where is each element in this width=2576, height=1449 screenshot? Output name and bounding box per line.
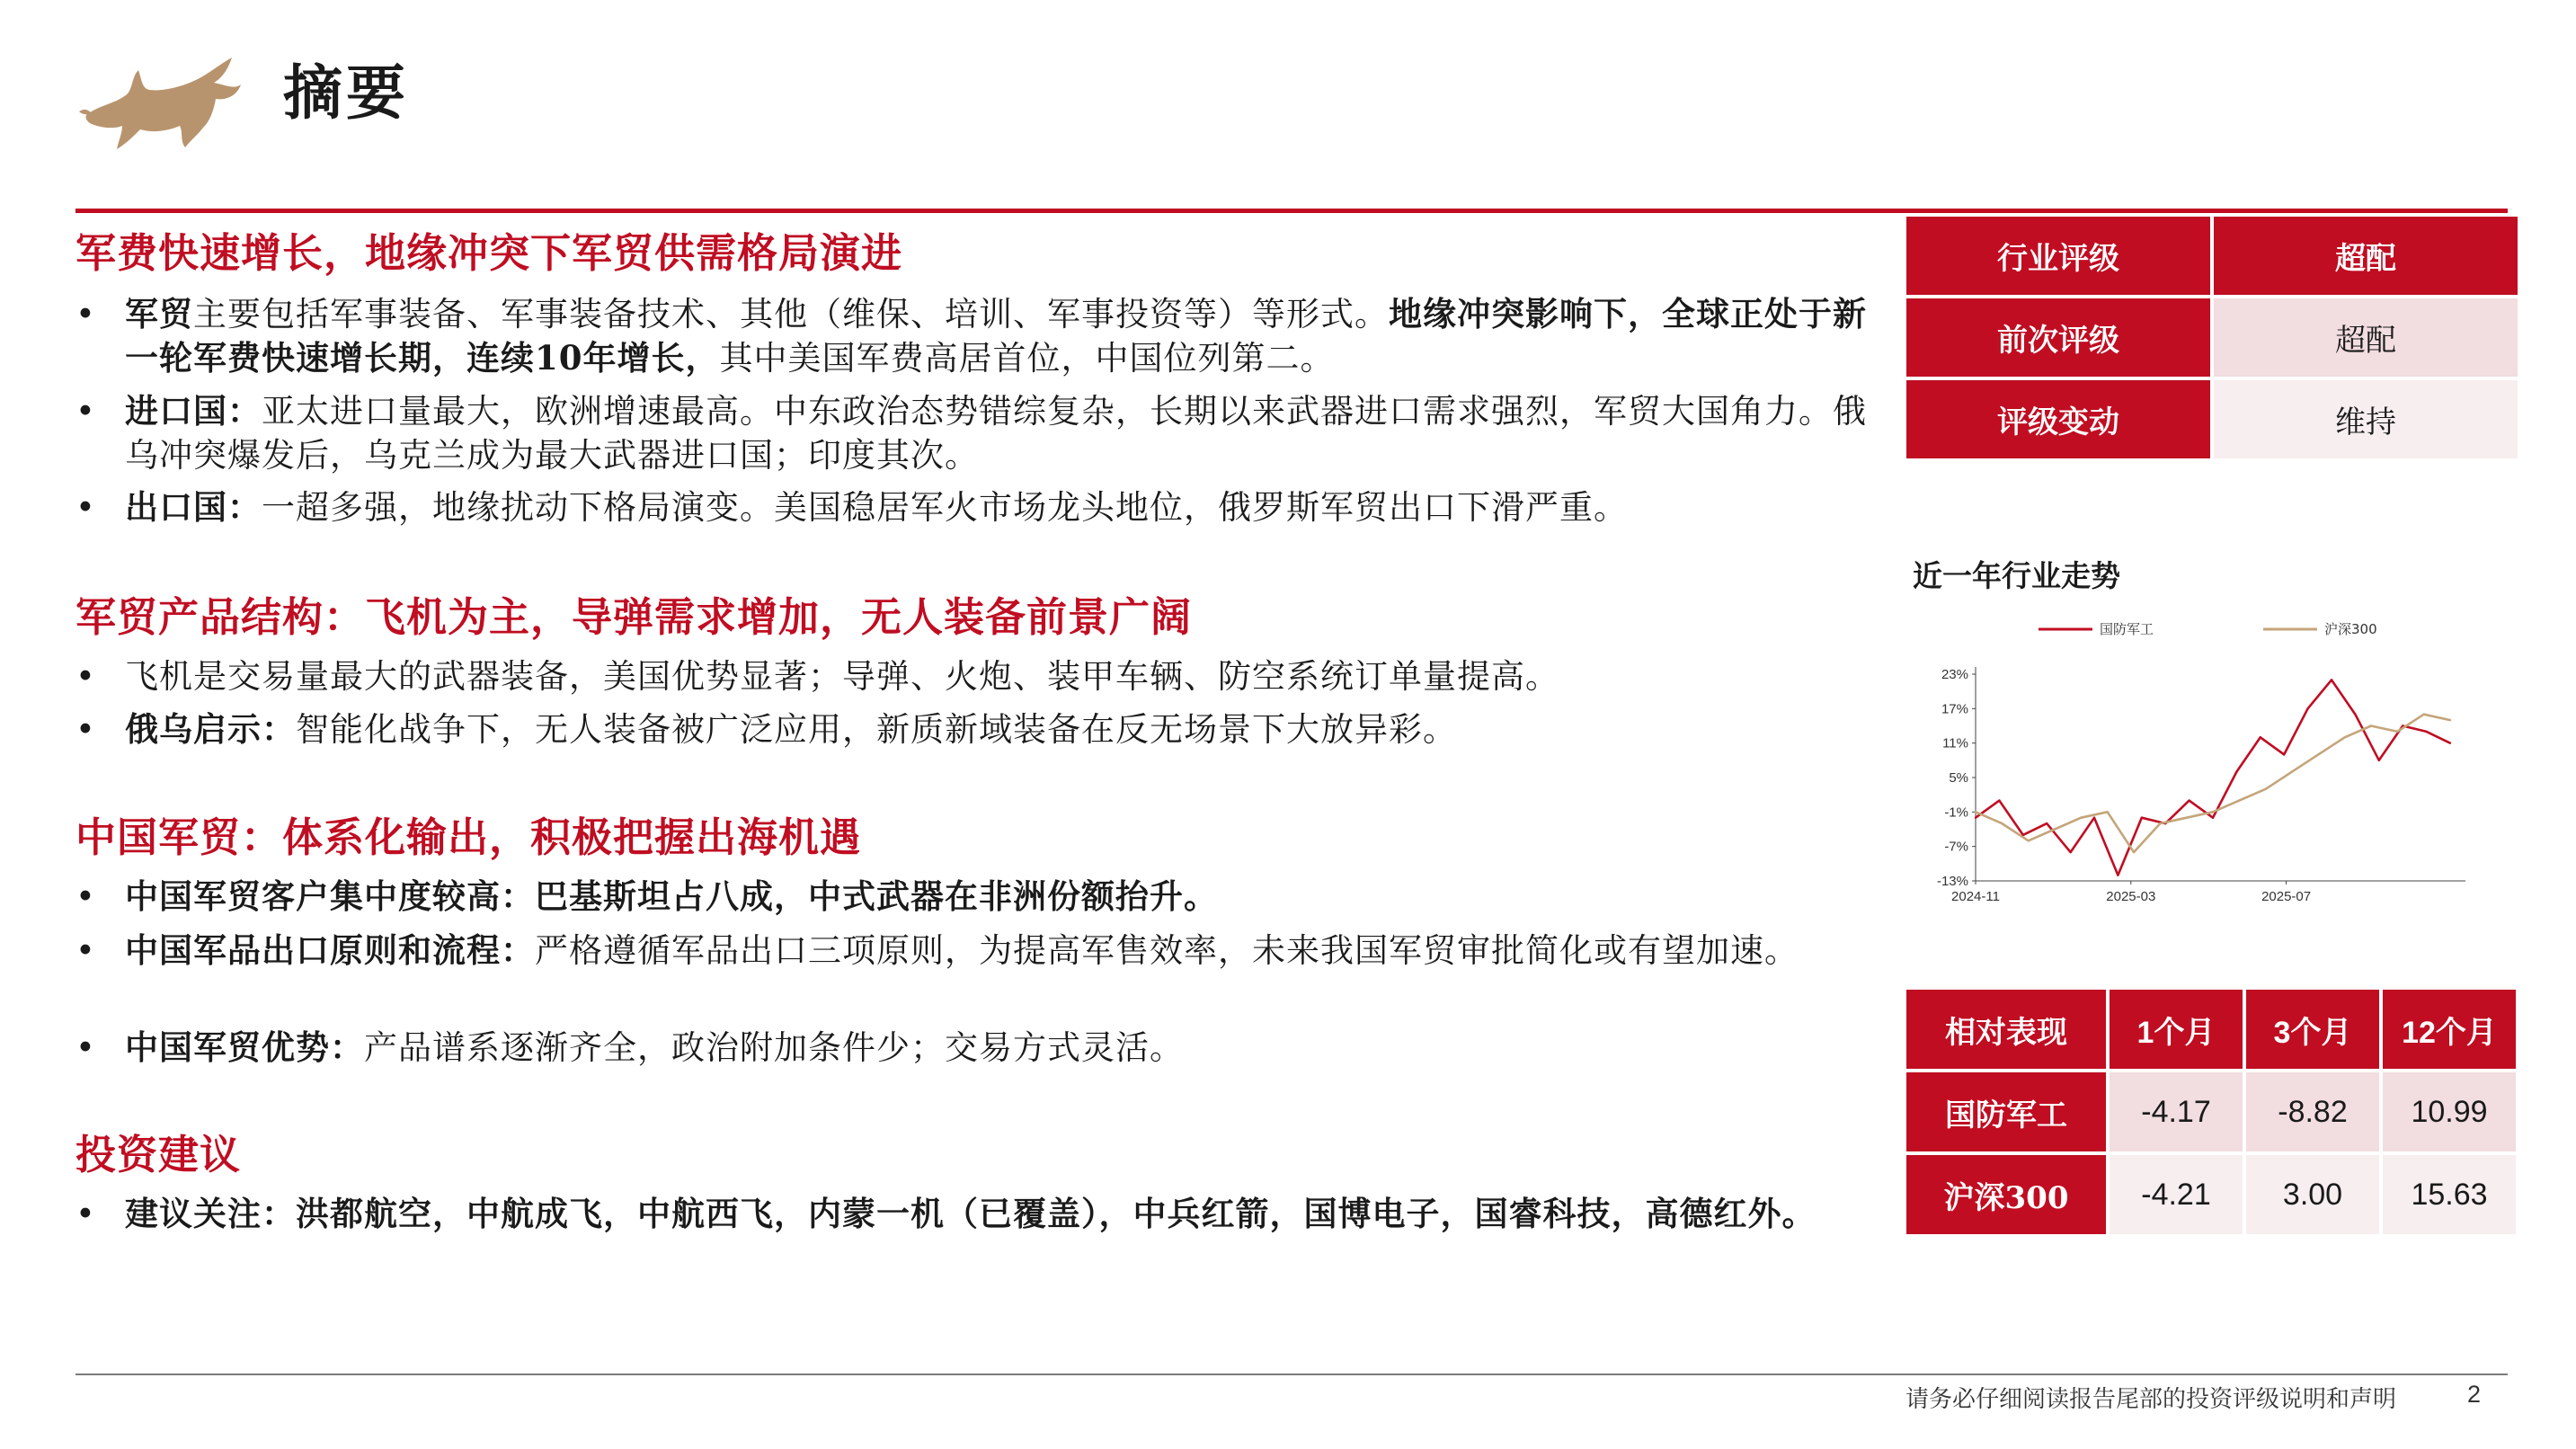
legend-label: 国防军工 <box>2100 621 2154 637</box>
data-point <box>2343 736 2345 738</box>
data-point <box>2238 799 2240 801</box>
section-title: 投资建议 <box>76 1131 242 1178</box>
list-item <box>76 1026 1878 1070</box>
chart-legend <box>2039 621 2377 637</box>
section-title: 中国军贸：体系化输出，积极把握出海机遇 <box>76 813 862 861</box>
bullet-bold: 地缘冲突影响下，全球正处于新一轮军费快速增长期，连续10年增长， <box>125 294 1867 378</box>
bull-logo-icon <box>79 54 246 155</box>
bullet-icon: • <box>76 657 96 696</box>
data-point <box>2449 742 2451 743</box>
y-tick-label: -7% <box>1944 839 1968 855</box>
data-point <box>2260 736 2261 738</box>
data-point <box>2027 840 2029 841</box>
x-tick-label: 2025-03 <box>2106 889 2156 904</box>
bullet-icon: • <box>76 1195 96 1233</box>
table-header-cell: 12个月 <box>2383 990 2516 1069</box>
rating-value: 超配 <box>2214 217 2518 295</box>
data-point <box>2188 799 2190 801</box>
bullet-bold: 中国军品出口原则和流程： <box>125 930 535 970</box>
bottom-divider <box>76 1373 2508 1375</box>
data-point <box>2291 770 2293 772</box>
table-row <box>1906 298 2518 377</box>
data-point <box>1975 817 1976 819</box>
table-row-label: 国防军工 <box>1906 1072 2106 1151</box>
bullet-text: 一超多强，地缘扰动下格局演变。美国稳居军火市场龙头地位，俄罗斯军贸出口下滑严重。 <box>262 488 1628 527</box>
table-header-cell: 相对表现 <box>1906 990 2106 1069</box>
data-point <box>2212 817 2214 819</box>
data-point <box>2212 811 2214 813</box>
bullet-bold: 俄乌启示： <box>125 709 296 749</box>
table-row-label: 沪深300 <box>1906 1155 2106 1234</box>
data-point <box>2449 719 2451 721</box>
bullet-bold: 军贸 <box>125 294 193 333</box>
data-point <box>2117 874 2119 876</box>
list-item <box>76 389 1878 477</box>
industry-trend-chart <box>1913 611 2488 935</box>
bullet-bold: 出口国： <box>125 487 262 527</box>
bullet-text: 亚太进口量最大，欧洲增速最高。中东政治态势错综复杂，长期以来武器进口需求强烈，军贸大国角力。俄乌冲突爆发后，乌克兰成为最大武器进口国；印度其次。 <box>125 392 1867 475</box>
data-point <box>2046 822 2047 824</box>
chart-series <box>1975 679 2451 876</box>
data-point <box>2370 724 2372 726</box>
bullet-icon: • <box>76 295 96 333</box>
data-point <box>2283 753 2285 755</box>
bullet-bold: 中国军贸优势： <box>125 1027 364 1067</box>
data-point <box>2093 817 2095 819</box>
y-tick-label: 5% <box>1949 770 1968 786</box>
legend-label: 沪深300 <box>2324 621 2377 637</box>
data-point <box>2396 731 2398 733</box>
data-point <box>2422 714 2424 716</box>
x-tick-label: 2025-07 <box>2261 889 2312 904</box>
data-point <box>2080 817 2082 819</box>
list-item <box>76 654 1878 698</box>
bullet-text: 产品谱系逐渐齐全，政治附加条件少；交易方式灵活。 <box>364 1028 1184 1067</box>
rating-value: 超配 <box>2214 298 2518 377</box>
list-item <box>76 485 1878 529</box>
bullet-bold: 进口国： <box>125 391 262 431</box>
table-row <box>1906 380 2518 458</box>
table-cell: 15.63 <box>2383 1155 2516 1234</box>
bullet-text: 飞机是交易量最大的武器装备，美国优势显著；导弹、火炮、装甲车辆、防空系统订单量提高。 <box>125 657 1559 696</box>
table-header-cell: 1个月 <box>2110 990 2243 1069</box>
rating-label: 行业评级 <box>1906 217 2210 295</box>
rating-label: 前次评级 <box>1906 298 2210 377</box>
y-tick-label: 11% <box>1942 735 1968 751</box>
data-point <box>2159 822 2161 824</box>
table-cell: -4.21 <box>2110 1155 2243 1234</box>
series-line <box>1976 680 2450 875</box>
table-cell: -8.82 <box>2246 1072 2379 1151</box>
bullet-icon: • <box>76 1028 96 1067</box>
list-item <box>76 707 1878 751</box>
data-point <box>2235 770 2237 772</box>
data-point <box>2354 714 2356 716</box>
data-point <box>2306 707 2308 709</box>
bullet-icon: • <box>76 488 96 527</box>
chart-title: 近一年行业走势 <box>1913 558 2120 593</box>
data-point <box>2141 817 2143 819</box>
data-point <box>2331 679 2332 680</box>
rating-value: 维持 <box>2214 380 2518 458</box>
bullet-text: 智能化战争下，无人装备被广泛应用，新质新域装备在反无场景下大放异彩。 <box>296 710 1457 749</box>
table-row <box>1906 1072 2516 1151</box>
section-title: 军贸产品结构：飞机为主，导弹需求增加，无人装备前景广阔 <box>76 593 1193 641</box>
data-point <box>2001 822 2003 824</box>
list-item <box>76 929 1878 973</box>
data-point <box>1998 799 2000 801</box>
y-tick-label: -13% <box>1936 874 1968 889</box>
data-point <box>2425 731 2427 733</box>
data-point <box>1975 811 1976 813</box>
x-tick-label: 2024-11 <box>1951 889 2000 904</box>
footer-disclaimer: 请务必仔细阅读报告尾部的投资评级说明和声明 <box>1905 1386 2397 1413</box>
list-item <box>76 875 1878 919</box>
bullet-icon: • <box>76 392 96 431</box>
rating-table <box>1903 213 2521 462</box>
data-point <box>2317 753 2319 755</box>
bullet-bold: 建议关注：洪都航空，中航成飞，中航西飞，内蒙一机（已覆盖），中兵红箭，国博电子，国睿科技，高德红外。 <box>125 1194 1817 1233</box>
page-number: 2 <box>2467 1381 2482 1408</box>
y-tick-label: -1% <box>1944 805 1968 821</box>
table-cell: 3.00 <box>2246 1155 2379 1234</box>
bullet-bold: 中国军贸客户集中度较高：巴基斯坦占八成，中式武器在非洲份额抬升。 <box>125 876 1218 916</box>
y-tick-label: 17% <box>1941 701 1968 717</box>
bullet-text: 严格遵循军品出口三项原则，为提高军售效率，未来我国军贸审批简化或有望加速。 <box>535 931 1799 970</box>
table-header-row <box>1906 990 2516 1069</box>
table-row <box>1906 1155 2516 1234</box>
bullet-icon: • <box>76 877 96 916</box>
table-cell: 10.99 <box>2383 1072 2516 1151</box>
data-point <box>2133 851 2135 853</box>
data-point <box>2378 760 2380 761</box>
data-point <box>2264 788 2266 790</box>
bullet-text: 主要包括军事装备、军事装备技术、其他（维保、培训、军事投资等）等形式。 <box>193 295 1389 333</box>
bullet-icon: • <box>76 931 96 970</box>
rating-label: 评级变动 <box>1906 380 2210 458</box>
performance-table <box>1903 986 2519 1238</box>
list-item <box>76 292 1878 380</box>
table-cell: -4.17 <box>2110 1072 2243 1151</box>
chart-axes <box>1937 667 2465 904</box>
bullet-icon: • <box>76 710 96 749</box>
data-point <box>2185 817 2187 819</box>
data-point <box>2054 828 2056 830</box>
list-item <box>76 1192 1878 1236</box>
series-line <box>1976 715 2450 852</box>
data-point <box>2069 851 2071 853</box>
y-tick-label: 23% <box>1941 667 1968 682</box>
data-point <box>2106 811 2108 813</box>
page-title: 摘要 <box>283 58 409 128</box>
section-title: 军费快速增长，地缘冲突下军贸供需格局演进 <box>76 229 903 277</box>
bullet-text: 其中美国军费高居首位，中国位列第二。 <box>719 339 1335 378</box>
table-row <box>1906 217 2518 295</box>
table-header-cell: 3个月 <box>2246 990 2379 1069</box>
